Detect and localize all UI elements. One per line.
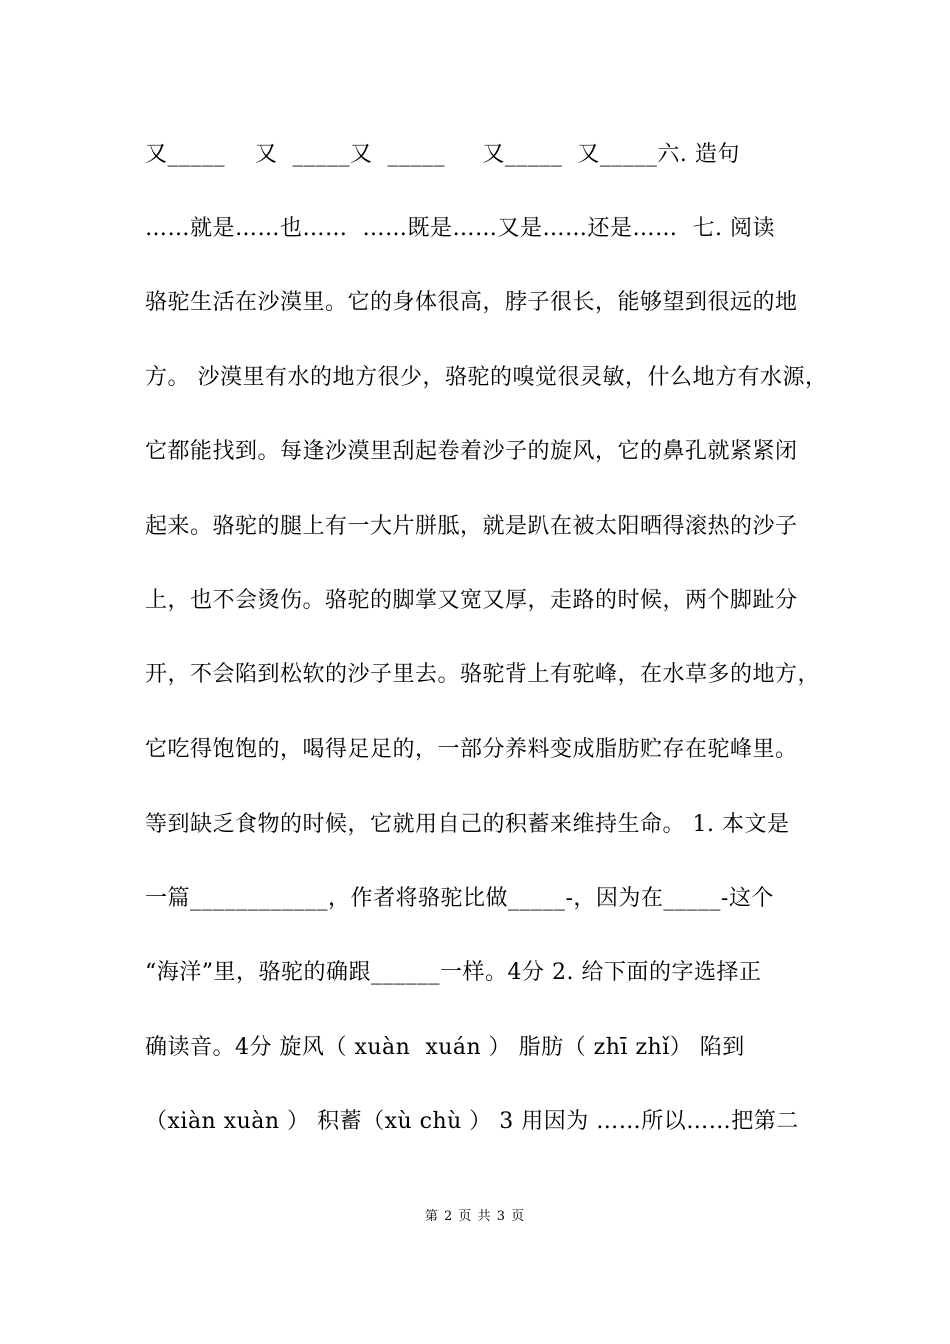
text-line-4: 方。 沙漠里有水的地方很少，骆驼的嗅觉很灵敏，什么地方有水源，	[145, 365, 828, 390]
text-line-14: （xiàn xuàn ） 积蓄（xù chù ） 3 用因为 ……所以……把第二	[145, 1109, 799, 1134]
text-line-9: 它吃得饱饱的，喝得足足的，一部分养料变成脂肪贮存在驼峰里。	[145, 737, 798, 762]
text-line-11: 一篇____________，作者将骆驼比做_____-，因为在_____-这个	[145, 886, 774, 911]
text-line-7: 上，也不会烫伤。骆驼的脚掌又宽又厚，走路的时候，两个脚趾分	[145, 588, 798, 613]
text-line-3: 骆驼生活在沙漠里。它的身体很高，脖子很长，能够望到很远的地	[145, 290, 798, 315]
text-line-13: 确读音。4分 旋风（ xuàn xuán ） 脂肪（ zhī zhǐ） 陷到	[145, 1035, 745, 1060]
text-line-10: 等到缺乏食物的时候，它就用自己的积蓄来维持生命。 1. 本文是	[145, 812, 790, 837]
text-line-5: 它都能找到。每逢沙漠里刮起卷着沙子的旋风，它的鼻孔就紧紧闭	[145, 439, 798, 464]
text-line-6: 起来。骆驼的腿上有一大片胼胝，就是趴在被太阳晒得滚热的沙子	[145, 514, 798, 539]
text-line-1: 又_____ 又 _____又 _____ 又_____ 又_____六. 造句	[145, 142, 740, 167]
text-line-12: “海洋”里，骆驼的确跟______一样。4分 2. 给下面的字选择正	[145, 960, 762, 985]
text-line-8: 开，不会陷到松软的沙子里去。骆驼背上有驼峰，在水草多的地方，	[145, 662, 821, 687]
text-line-2: ……就是……也…… ……既是……又是……还是…… 七. 阅读	[145, 216, 775, 241]
page-number-footer: 第 2 页 共 3 页	[424, 1209, 526, 1224]
